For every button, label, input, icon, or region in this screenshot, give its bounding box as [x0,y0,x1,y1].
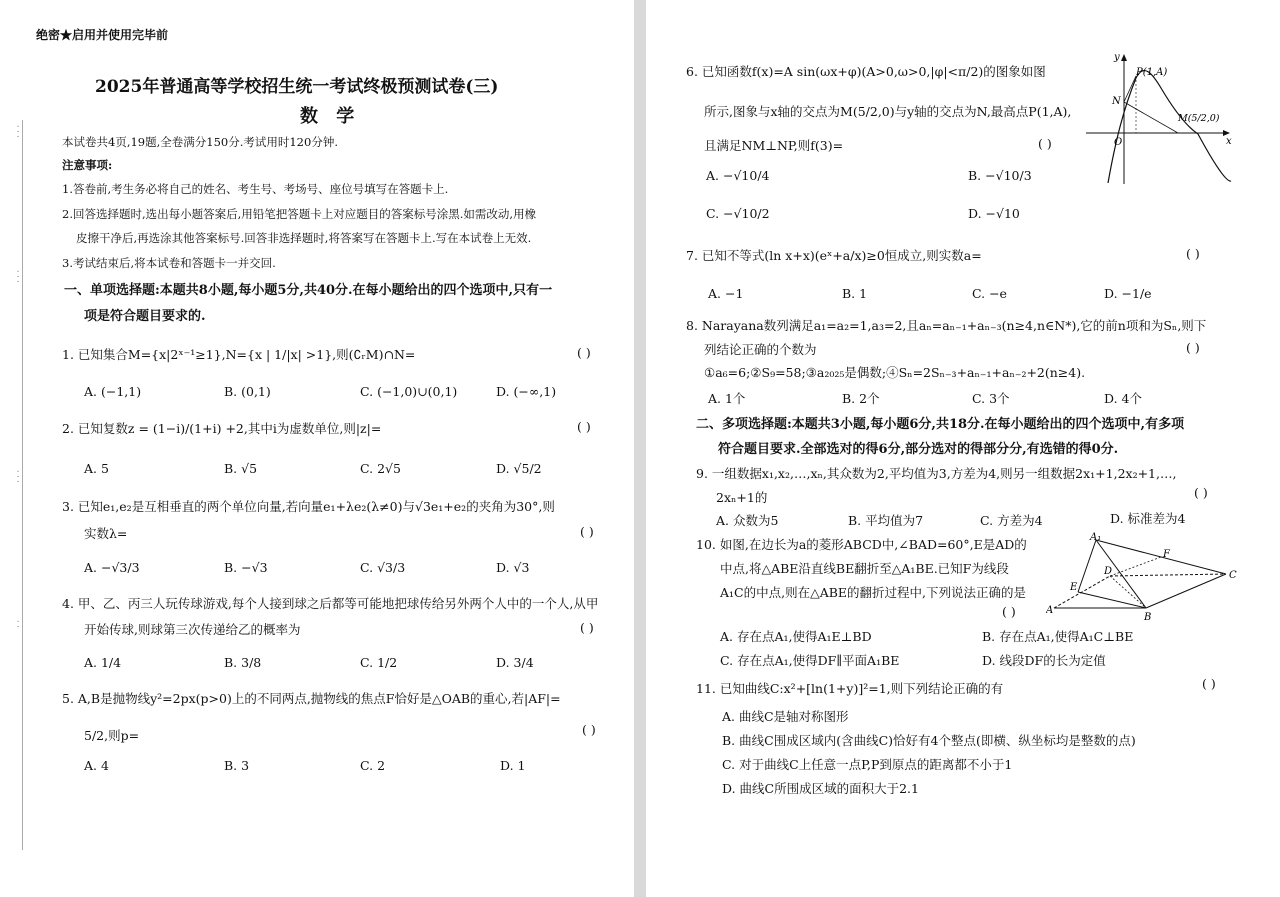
option-d: D. −1/e [1104,286,1152,301]
option-a: A. 5 [84,461,109,476]
confidential-header: 绝密★启用并使用完毕前 [36,28,169,42]
rhombus-fold-figure [1046,530,1246,625]
binding-line [22,120,23,850]
right-page [646,0,1280,897]
option-c: C. 3个 [972,391,1010,406]
option-d: D. 线段DF的长为定值 [982,653,1106,668]
answer-bracket: ( ) [1186,246,1200,261]
option-c: C. 2 [360,758,386,773]
section2-heading-cont: 符合题目要求.全部选对的得6分,部分选对的得部分分,有选错的得0分. [718,442,1119,457]
point-n-label: N [1112,96,1121,107]
question-6-cont: 所示,图象与x轴的交点为M(5/2,0)与y轴的交点为N,最高点P(1,A), [704,104,1072,119]
option-b: B. √5 [224,461,258,476]
question-2: 2. 已知复数z = (1−i)/(1+i) +2,其中i为虚数单位,则|z|= [62,421,382,436]
x-axis-label: x [1226,136,1232,147]
option-d: D. √3 [496,560,530,575]
subject-title: 数 学 [300,106,361,127]
sine-graph-figure [1086,48,1236,188]
point-d-label: D [1104,566,1113,577]
option-d: D. 4个 [1104,391,1142,406]
option-b: B. 曲线C围成区域内(含曲线C)恰好有4个整点(即横、纵坐标均是整数的点) [722,733,1136,748]
question-8: 8. Narayana数列满足a₁=a₂=1,a₃=2,且aₙ=aₙ₋₁+aₙ₋₃(n≥4,n∈N*),它的前n项和为Sₙ,则下 [686,318,1207,333]
binding-mark: · · · [13,470,22,483]
option-d: D. 3/4 [496,655,534,670]
option-a: A. 4 [84,758,109,773]
option-b: B. 存在点A₁,使得A₁C⊥BE [982,629,1134,644]
question-9-cont: 2xₙ+1的 [716,490,768,505]
option-d: D. √5/2 [496,461,542,476]
answer-bracket: ( ) [577,345,591,360]
intro-text: 本试卷共4页,19题,全卷满分150分.考试用时120分钟. [62,135,338,149]
notice-line: 2.回答选择题时,选出每小题答案后,用铅笔把答题卡上对应题目的答案标号涂黑.如需改动,用橡 [62,207,537,221]
option-a: A. −1 [708,286,744,301]
point-a-label: A [1046,605,1054,616]
option-b: B. 平均值为7 [848,513,924,528]
question-10-cont: 中点,将△ABE沿直线BE翻折至△A₁BE.已知F为线段 [720,561,1009,576]
answer-bracket: ( ) [582,722,596,737]
notice-line: 1.答卷前,考生务必将自己的姓名、考生号、考场号、座位号填写在答题卡上. [62,182,449,196]
question-3-cont: 实数λ= [84,526,128,541]
option-b: B. 2个 [842,391,880,406]
option-b: B. (0,1) [224,384,271,399]
option-c: C. −√10/2 [706,206,770,221]
answer-bracket: ( ) [1194,485,1208,500]
question-9: 9. 一组数据x₁,x₂,…,xₙ,其众数为2,平均值为3,方差为4,则另一组数据2x₁+1,2x₂+1,…, [696,466,1177,481]
option-c: C. √3/3 [360,560,406,575]
option-b: B. 1 [842,286,868,301]
section2-heading: 二、多项选择题:本题共3小题,每小题6分,共18分.在每小题给出的四个选项中,有多项 [696,417,1185,432]
binding-mark: · · [13,620,22,628]
question-3: 3. 已知e₁,e₂是互相垂直的两个单位向量,若向量e₁+λe₂(λ≠0)与√3e₁+e₂的夹角为30°,则 [62,499,555,514]
option-d: D. 标准差为4 [1110,511,1186,526]
option-b: B. 3/8 [224,655,262,670]
section1-heading-cont: 项是符合题目要求的. [84,309,206,324]
option-a: A. −√10/4 [706,168,770,183]
option-c: C. 2√5 [360,461,401,476]
option-b: B. 3 [224,758,250,773]
question-1: 1. 已知集合M={x|2ˣ⁻¹≥1},N={x | 1/|x| >1},则(∁ᵣM)∩N= [62,347,416,362]
point-m-label: M(5/2,0) [1178,113,1220,124]
answer-bracket: ( ) [580,524,594,539]
question-10: 10. 如图,在边长为a的菱形ABCD中,∠BAD=60°,E是AD的 [696,537,1027,552]
option-d: D. 曲线C所围成区域的面积大于2.1 [722,781,919,796]
point-e-label: E [1070,582,1078,593]
binding-mark: · · · [13,270,22,283]
notice-line: 3.考试结束后,将本试卷和答题卡一并交回. [62,256,276,270]
option-c: C. 存在点A₁,使得DF∥平面A₁BE [720,653,900,668]
option-a: A. (−1,1) [84,384,142,399]
point-c-label: C [1229,570,1237,581]
option-a: A. 1/4 [84,655,122,670]
option-a: A. −√3/3 [84,560,140,575]
point-b-label: B [1144,612,1152,623]
option-a: A. 1个 [708,391,746,406]
option-a: A. 曲线C是轴对称图形 [722,709,849,724]
notice-title: 注意事项: [62,158,113,172]
option-d: D. 1 [500,758,526,773]
answer-bracket: ( ) [1186,340,1200,355]
option-d: D. −√10 [968,206,1020,221]
option-a: A. 存在点A₁,使得A₁E⊥BD [720,629,872,644]
option-c: C. 1/2 [360,655,398,670]
question-6-cont: 且满足NM⊥NP,则f(3)= [704,138,844,153]
option-b: B. −√3 [224,560,268,575]
answer-bracket: ( ) [1002,604,1016,619]
question-10-cont: A₁C的中点,则在△ABE的翻折过程中,下列说法正确的是 [720,585,1027,600]
point-a1-label: A₁ [1090,532,1102,543]
answer-bracket: ( ) [1202,676,1216,691]
option-d: D. (−∞,1) [496,384,557,399]
question-5: 5. A,B是抛物线y²=2px(p>0)上的不同两点,抛物线的焦点F恰好是△OAB的重心,若|AF|= [62,691,561,706]
answer-bracket: ( ) [1038,136,1052,151]
question-8-statements: ①a₆=6;②S₉=58;③a₂₀₂₅是偶数;④Sₙ=2Sₙ₋₃+aₙ₋₁+aₙ₋₂+2(n≥4). [704,365,1086,380]
option-c: C. 对于曲线C上任意一点P,P到原点的距离都不小于1 [722,757,1013,772]
option-c: C. (−1,0)∪(0,1) [360,384,458,399]
point-p-label: P(1,A) [1136,67,1168,78]
answer-bracket: ( ) [580,620,594,635]
left-page [0,0,634,897]
exam-title: 2025年普通高等学校招生统一考试终极预测试卷(三) [95,77,499,97]
section1-heading: 一、单项选择题:本题共8小题,每小题5分,共40分.在每小题给出的四个选项中,只有一 [64,283,553,298]
notice-line: 皮擦干净后,再选涂其他答案标号.回答非选择题时,将答案写在答题卡上.写在本试卷上无效. [76,231,532,245]
point-f-label: F [1163,549,1170,560]
question-4-cont: 开始传球,则球第三次传递给乙的概率为 [84,622,301,637]
question-6: 6. 已知函数f(x)=A sin(ωx+φ)(A>0,ω>0,|φ|<π/2)的图象如图 [686,64,1046,79]
y-axis-label: y [1114,52,1120,63]
option-c: C. −e [972,286,1007,301]
question-8-cont: 列结论正确的个数为 [704,342,817,357]
option-a: A. 众数为5 [716,513,779,528]
binding-mark: · · · [13,125,22,138]
option-b: B. −√10/3 [968,168,1032,183]
question-7: 7. 已知不等式(ln x+x)(eˣ+a/x)≥0恒成立,则实数a= [686,248,982,263]
question-11: 11. 已知曲线C:x²+[ln(1+y)]²=1,则下列结论正确的有 [696,681,1004,696]
answer-bracket: ( ) [577,419,591,434]
option-c: C. 方差为4 [980,513,1043,528]
question-5-cont: 5/2,则p= [84,728,140,743]
question-4: 4. 甲、乙、丙三人玩传球游戏,每个人接到球之后都等可能地把球传给另外两个人中的一个人,从甲 [62,596,599,611]
origin-label: O [1114,137,1123,148]
